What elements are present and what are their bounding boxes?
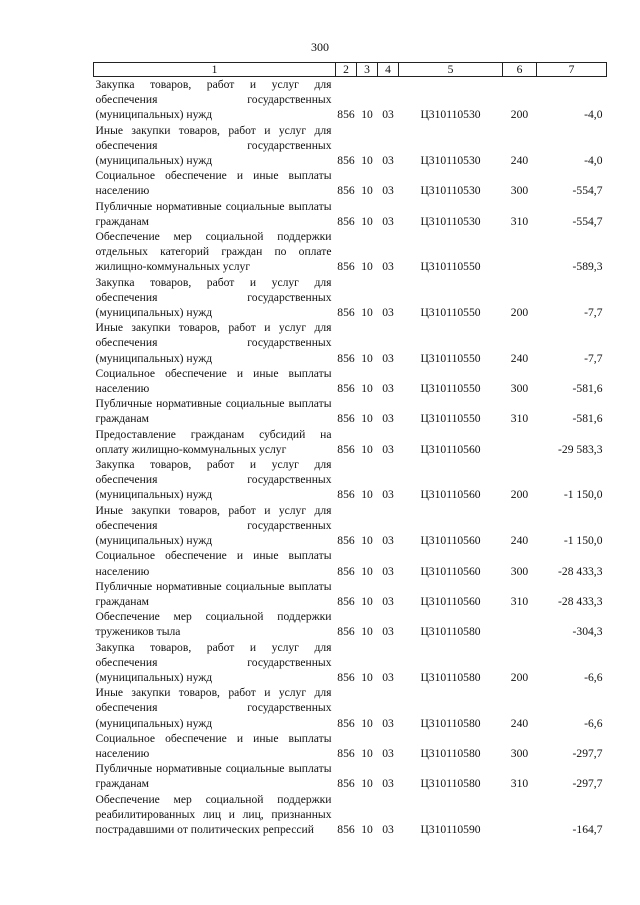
target-article-cell: Ц310110560 bbox=[420, 442, 481, 456]
target-article-cell: Ц310110560 bbox=[420, 534, 481, 548]
subsection-cell: 03 bbox=[382, 534, 394, 548]
target-article-cell: Ц310110580 bbox=[420, 746, 481, 760]
target-article-cell: Ц310110530 bbox=[420, 184, 481, 198]
table-row bbox=[94, 640, 607, 686]
table-row bbox=[94, 548, 607, 578]
table-row bbox=[94, 77, 607, 123]
expense-type-cell: 240 bbox=[510, 154, 529, 168]
row-name-cell: Публичные нормативные социальные выплаты гражданам bbox=[95, 397, 332, 426]
admin-code-cell: 856 bbox=[337, 108, 355, 122]
subsection-cell: 03 bbox=[382, 260, 394, 274]
subsection-cell: 03 bbox=[382, 442, 394, 456]
column-header: 1 bbox=[94, 63, 336, 77]
amount-cell: -589,3 bbox=[572, 260, 603, 274]
table-row bbox=[94, 275, 607, 321]
section-cell: 10 bbox=[361, 488, 373, 502]
target-article-cell: Ц310110530 bbox=[420, 214, 481, 228]
row-name-cell: Публичные нормативные социальные выплаты гражданам bbox=[95, 579, 332, 608]
section-cell: 10 bbox=[361, 382, 373, 396]
subsection-cell: 03 bbox=[382, 670, 394, 684]
amount-cell: -4,0 bbox=[584, 154, 603, 168]
table-row bbox=[94, 396, 607, 426]
expense-type-cell: 240 bbox=[510, 351, 529, 365]
row-name-cell: Иные закупки товаров, работ и услуг для обеспечения государственных (муниципальных) нужд bbox=[95, 686, 332, 730]
row-name-cell: Социальное обеспечение и иные выплаты населению bbox=[95, 169, 332, 198]
section-cell: 10 bbox=[361, 564, 373, 578]
subsection-cell: 03 bbox=[382, 564, 394, 578]
row-name-cell: Иные закупки товаров, работ и услуг для обеспечения государственных (муниципальных) нужд bbox=[95, 321, 332, 365]
target-article-cell: Ц310110560 bbox=[420, 564, 481, 578]
section-cell: 10 bbox=[361, 716, 373, 730]
amount-cell: -581,6 bbox=[572, 412, 603, 426]
admin-code-cell: 856 bbox=[337, 412, 355, 426]
subsection-cell: 03 bbox=[382, 625, 394, 639]
amount-cell: -28 433,3 bbox=[558, 564, 603, 578]
table-row bbox=[94, 427, 607, 457]
admin-code-cell: 856 bbox=[337, 442, 355, 456]
expense-type-cell bbox=[503, 427, 537, 457]
table-row bbox=[94, 761, 607, 791]
amount-cell: -1 150,0 bbox=[563, 488, 603, 502]
expense-type-cell: 240 bbox=[510, 716, 529, 730]
admin-code-cell: 856 bbox=[337, 534, 355, 548]
amount-cell: -304,3 bbox=[572, 625, 603, 639]
amount-cell: -1 150,0 bbox=[563, 534, 603, 548]
subsection-cell: 03 bbox=[382, 412, 394, 426]
subsection-cell: 03 bbox=[382, 716, 394, 730]
admin-code-cell: 856 bbox=[337, 625, 355, 639]
table-row bbox=[94, 168, 607, 198]
section-cell: 10 bbox=[361, 108, 373, 122]
table-row bbox=[94, 792, 607, 838]
admin-code-cell: 856 bbox=[337, 351, 355, 365]
section-cell: 10 bbox=[361, 351, 373, 365]
table-row bbox=[94, 199, 607, 229]
row-name-cell: Социальное обеспечение и иные выплаты населению bbox=[95, 731, 332, 760]
expense-type-cell bbox=[503, 792, 537, 838]
page-number: 300 bbox=[311, 40, 329, 54]
subsection-cell: 03 bbox=[382, 777, 394, 791]
admin-code-cell: 856 bbox=[337, 306, 355, 320]
row-name-cell: Закупка товаров, работ и услуг для обеспечения государственных (муниципальных) нужд bbox=[95, 640, 332, 684]
admin-code-cell: 856 bbox=[337, 488, 355, 502]
row-name-cell: Закупка товаров, работ и услуг для обеспечения государственных (муниципальных) нужд bbox=[95, 78, 332, 122]
row-name-cell: Закупка товаров, работ и услуг для обеспечения государственных (муниципальных) нужд bbox=[95, 275, 332, 320]
target-article-cell: Ц310110550 bbox=[420, 351, 481, 365]
target-article-cell: Ц310110550 bbox=[420, 382, 481, 396]
amount-cell: -581,6 bbox=[572, 382, 603, 396]
row-name-cell: Иные закупки товаров, работ и услуг для обеспечения государственных (муниципальных) нужд bbox=[95, 123, 332, 168]
section-cell: 10 bbox=[361, 442, 373, 456]
row-name-cell: Закупка товаров, работ и услуг для обеспечения государственных (муниципальных) нужд bbox=[95, 458, 332, 502]
section-cell: 10 bbox=[361, 412, 373, 426]
subsection-cell: 03 bbox=[382, 154, 394, 168]
section-cell: 10 bbox=[361, 594, 373, 608]
amount-cell: -554,7 bbox=[572, 184, 603, 198]
subsection-cell: 03 bbox=[382, 351, 394, 365]
row-name-cell: Социальное обеспечение и иные выплаты населению bbox=[95, 549, 332, 578]
column-header: 4 bbox=[378, 63, 399, 77]
section-cell: 10 bbox=[361, 154, 373, 168]
column-header: 5 bbox=[399, 63, 503, 77]
row-name-cell: Предоставление гражданам субсидий на оплату жилищно-коммунальных услуг bbox=[95, 427, 332, 456]
target-article-cell: Ц310110590 bbox=[420, 822, 481, 836]
row-name-cell: Обеспечение мер социальной поддержки отдельных категорий граждан по оплате жилищно-коммунальных услуг bbox=[95, 230, 332, 274]
amount-cell: -28 433,3 bbox=[558, 594, 603, 608]
expense-type-cell: 300 bbox=[510, 382, 529, 396]
subsection-cell: 03 bbox=[382, 746, 394, 760]
row-name-cell: Обеспечение мер социальной поддержки тружеников тыла bbox=[95, 610, 332, 639]
target-article-cell: Ц310110550 bbox=[420, 260, 481, 274]
section-cell: 10 bbox=[361, 534, 373, 548]
section-cell: 10 bbox=[361, 822, 373, 836]
expense-type-cell: 310 bbox=[510, 412, 529, 426]
amount-cell: -164,7 bbox=[572, 822, 603, 836]
section-cell: 10 bbox=[361, 184, 373, 198]
target-article-cell: Ц310110560 bbox=[420, 488, 481, 502]
section-cell: 10 bbox=[361, 306, 373, 320]
table-row bbox=[94, 320, 607, 366]
admin-code-cell: 856 bbox=[337, 716, 355, 730]
table-row bbox=[94, 123, 607, 169]
subsection-cell: 03 bbox=[382, 306, 394, 320]
target-article-cell: Ц310110550 bbox=[420, 306, 481, 320]
admin-code-cell: 856 bbox=[337, 670, 355, 684]
table-row bbox=[94, 503, 607, 549]
target-article-cell: Ц310110530 bbox=[420, 108, 481, 122]
amount-cell: -297,7 bbox=[572, 746, 603, 760]
budget-table bbox=[93, 62, 607, 837]
column-header: 2 bbox=[336, 63, 357, 77]
table-row bbox=[94, 366, 607, 396]
column-header: 7 bbox=[537, 63, 607, 77]
admin-code-cell: 856 bbox=[337, 184, 355, 198]
expense-type-cell: 300 bbox=[510, 746, 529, 760]
subsection-cell: 03 bbox=[382, 108, 394, 122]
expense-type-cell: 310 bbox=[510, 777, 529, 791]
expense-type-cell: 240 bbox=[510, 534, 529, 548]
subsection-cell: 03 bbox=[382, 822, 394, 836]
table-row bbox=[94, 731, 607, 761]
subsection-cell: 03 bbox=[382, 594, 394, 608]
row-name-cell: Публичные нормативные социальные выплаты гражданам bbox=[95, 762, 332, 791]
admin-code-cell: 856 bbox=[337, 564, 355, 578]
subsection-cell: 03 bbox=[382, 184, 394, 198]
admin-code-cell: 856 bbox=[337, 154, 355, 168]
admin-code-cell: 856 bbox=[337, 594, 355, 608]
table-row bbox=[94, 457, 607, 503]
expense-type-cell: 310 bbox=[510, 214, 529, 228]
column-number-header bbox=[94, 63, 607, 77]
column-header: 6 bbox=[503, 63, 537, 77]
expense-type-cell: 300 bbox=[510, 184, 529, 198]
admin-code-cell: 856 bbox=[337, 822, 355, 836]
expense-type-cell bbox=[503, 609, 537, 639]
target-article-cell: Ц310110560 bbox=[420, 594, 481, 608]
target-article-cell: Ц310110550 bbox=[420, 412, 481, 426]
target-article-cell: Ц310110580 bbox=[420, 716, 481, 730]
expense-type-cell: 200 bbox=[510, 306, 529, 320]
row-name-cell: Иные закупки товаров, работ и услуг для обеспечения государственных (муниципальных) нужд bbox=[95, 503, 332, 548]
section-cell: 10 bbox=[361, 625, 373, 639]
subsection-cell: 03 bbox=[382, 382, 394, 396]
admin-code-cell: 856 bbox=[337, 777, 355, 791]
section-cell: 10 bbox=[361, 746, 373, 760]
amount-cell: -29 583,3 bbox=[558, 442, 603, 456]
expense-type-cell: 200 bbox=[510, 108, 529, 122]
table-row bbox=[94, 579, 607, 609]
amount-cell: -4,0 bbox=[584, 108, 603, 122]
amount-cell: -297,7 bbox=[572, 777, 603, 791]
section-cell: 10 bbox=[361, 777, 373, 791]
amount-cell: -7,7 bbox=[584, 351, 603, 365]
table-row bbox=[94, 685, 607, 731]
amount-cell: -7,7 bbox=[584, 306, 603, 320]
expense-type-cell: 310 bbox=[510, 594, 529, 608]
row-name-cell: Обеспечение мер социальной поддержки реабилитированных лиц и лиц, признанных пострадавшими от политических репрессий bbox=[95, 792, 332, 836]
subsection-cell: 03 bbox=[382, 214, 394, 228]
target-article-cell: Ц310110580 bbox=[420, 777, 481, 791]
amount-cell: -554,7 bbox=[572, 214, 603, 228]
admin-code-cell: 856 bbox=[337, 382, 355, 396]
target-article-cell: Ц310110580 bbox=[420, 670, 481, 684]
target-article-cell: Ц310110580 bbox=[420, 625, 481, 639]
admin-code-cell: 856 bbox=[337, 260, 355, 274]
expense-type-cell bbox=[503, 229, 537, 275]
section-cell: 10 bbox=[361, 670, 373, 684]
expense-type-cell: 300 bbox=[510, 564, 529, 578]
budget-table-body bbox=[94, 63, 607, 838]
section-cell: 10 bbox=[361, 260, 373, 274]
row-name-cell: Социальное обеспечение и иные выплаты населению bbox=[95, 366, 332, 396]
row-name-cell: Публичные нормативные социальные выплаты гражданам bbox=[95, 199, 332, 228]
subsection-cell: 03 bbox=[382, 488, 394, 502]
expense-type-cell: 200 bbox=[510, 670, 529, 684]
admin-code-cell: 856 bbox=[337, 746, 355, 760]
amount-cell: -6,6 bbox=[584, 716, 603, 730]
amount-cell: -6,6 bbox=[584, 670, 603, 684]
admin-code-cell: 856 bbox=[337, 214, 355, 228]
table-row bbox=[94, 229, 607, 275]
column-header: 3 bbox=[357, 63, 378, 77]
section-cell: 10 bbox=[361, 214, 373, 228]
target-article-cell: Ц310110530 bbox=[420, 154, 481, 168]
expense-type-cell: 200 bbox=[510, 488, 529, 502]
table-row bbox=[94, 609, 607, 639]
